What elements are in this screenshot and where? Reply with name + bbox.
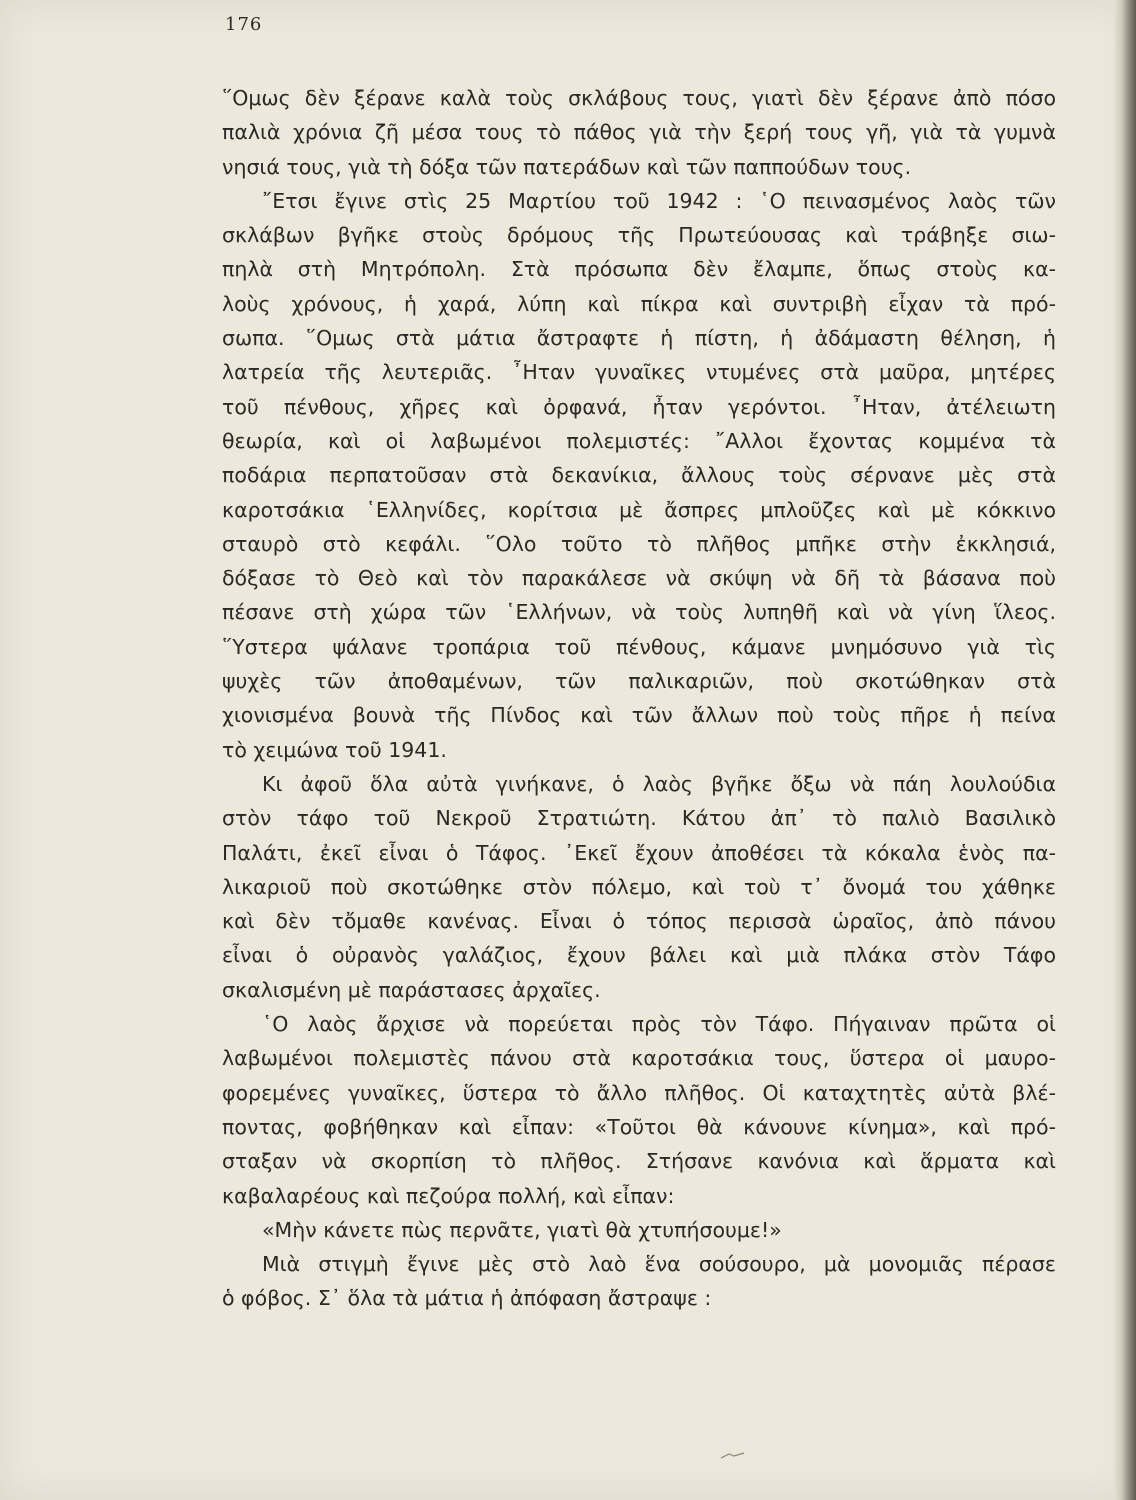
paragraph [222, 1247, 1056, 1316]
text-line: σταυρὸ στὸ κεφάλι. ῞Ολο τοῦτο τὸ πλῆθος μπῆκε στὴν ἐκκλησιά, [222, 531, 1056, 556]
book-spine-shadow [1114, 0, 1136, 1500]
body-text [222, 81, 1056, 1316]
text-line: καροτσάκια ῾Ελληνίδες, κορίτσια μὲ ἄσπρες μπλοῦζες καὶ μὲ κόκκινο [222, 497, 1056, 522]
text-line: σκαλισμένη μὲ παράστασες ἀρχαῖες. [222, 977, 601, 1002]
text-line: τὸ χειμώνα τοῦ 1941. [222, 737, 447, 762]
text-line: πηλὰ στὴ Μητρόπολη. Στὰ πρόσωπα δὲν ἔλαμπε, ὅπως στοὺς κα- [222, 257, 1056, 282]
page-number: 176 [225, 14, 263, 35]
text-line: ψυχὲς τῶν ἀποθαμένων, τῶν παλικαριῶν, ποὺ σκοτώθηκαν στὰ [222, 669, 1056, 694]
text-line: νησιά τους, γιὰ τὴ δόξα τῶν πατεράδων καὶ τῶν παππούδων τους. [222, 154, 912, 179]
paragraph [222, 1213, 1056, 1247]
text-line: δόξασε τὸ Θεὸ καὶ τὸν παρακάλεσε νὰ σκύψη νὰ δῆ τὰ βάσανα ποὺ [222, 566, 1056, 591]
paragraph [222, 184, 1056, 767]
text-line: παλιὰ χρόνια ζῆ μέσα τους τὸ πάθος γιὰ τὴν ξερή τους γῆ, γιὰ τὰ γυμνὰ [222, 120, 1056, 145]
text-line: ῞Ομως δὲν ξέρανε καλὰ τοὺς σκλάβους τους, γιατὶ δὲν ξέρανε ἀπὸ πόσο [222, 86, 1056, 110]
text-line: ποντας, φοβήθηκαν καὶ εἶπαν: «Τοῦτοι θὰ κάνουνε κίνημα», καὶ πρό- [222, 1114, 1056, 1139]
text-line: εἶναι ὁ οὐρανὸς γαλάζιος, ἔχουν βάλει καὶ μιὰ πλάκα στὸν Τάφο [222, 943, 1056, 968]
text-line: λατρεία τῆς λευτεριᾶς. ῏Ηταν γυναῖκες ντυμένες στὰ μαῦρα, μητέρες [222, 360, 1056, 385]
text-line: λικαριοῦ ποὺ σκοτώθηκε στὸν πόλεμο, καὶ τοὺ τ᾽ ὄνομά του χάθηκε [222, 874, 1056, 899]
text-line: τοῦ πένθους, χῆρες καὶ ὀρφανά, ἦταν γερόντοι. ῏Ηταν, ἀτέλειωτη [222, 394, 1056, 419]
text-line: ὁ φόβος. Σ᾽ ὅλα τὰ μάτια ἡ ἀπόφαση ἄστραψε : [222, 1286, 712, 1311]
paragraph [222, 81, 1056, 184]
text-line: σωπα. ῞Ομως στὰ μάτια ἄστραφτε ἡ πίστη, ἡ ἀδάμαστη θέληση, ἡ [222, 326, 1056, 351]
paragraph [222, 767, 1056, 1007]
text-line: στὸν τάφο τοῦ Νεκροῦ Στρατιώτη. Κάτου ἀπ᾽ τὸ παλιὸ Βασιλικὸ [222, 806, 1056, 831]
text-line: Κι ἀφοῦ ὅλα αὐτὰ γινήκανε, ὁ λαὸς βγῆκε ὄξω νὰ πάη λουλούδια [262, 771, 1056, 796]
text-line: φορεμένες γυναῖκες, ὕστερα τὸ ἄλλο πλῆθος. Οἱ καταχτητὲς αὐτὰ βλέ- [222, 1080, 1056, 1105]
text-line: ῎Ετσι ἔγινε στὶς 25 Μαρτίου τοῦ 1942 : ῾Ο πεινασμένος λαὸς τῶν [262, 188, 1056, 213]
text-line: σκλάβων βγῆκε στοὺς δρόμους τῆς Πρωτεύουσας καὶ τράβηξε σιω- [222, 223, 1056, 248]
text-line: θεωρία, καὶ οἱ λαβωμένοι πολεμιστές: ῎Αλλοι ἔχοντας κομμένα τὰ [222, 428, 1056, 453]
text-line: λαβωμένοι πολεμιστὲς πάνου στὰ καροτσάκια τους, ὕστερα οἱ μαυρο- [222, 1046, 1056, 1071]
text-line: λοὺς χρόνους, ἡ χαρά, λύπη καὶ πίκρα καὶ συντριβὴ εἶχαν τὰ πρό- [222, 291, 1056, 316]
text-line: καὶ δὲν τὄμαθε κανένας. Εἶναι ὁ τόπος περισσὰ ὡραῖος, ἀπὸ πάνου [222, 909, 1056, 934]
text-line: πέσανε στὴ χώρα τῶν ῾Ελλήνων, νὰ τοὺς λυπηθῆ καὶ νὰ γίνη ἵλεος. [222, 600, 1056, 625]
text-line: σταξαν νὰ σκορπίση τὸ πλῆθος. Στήσανε κανόνια καὶ ἅρματα καὶ [222, 1149, 1056, 1174]
text-line: Παλάτι, ἐκεῖ εἶναι ὁ Τάφος. ᾿Εκεῖ ἔχουν ἀποθέσει τὰ κόκαλα ἑνὸς πα- [222, 840, 1056, 865]
text-line: χιονισμένα βουνὰ τῆς Πίνδος καὶ τῶν ἄλλων ποὺ τοὺς πῆρε ἡ πείνα [222, 703, 1056, 728]
text-line: καβαλαρέους καὶ πεζούρα πολλή, καὶ εἶπαν: [222, 1183, 675, 1208]
text-line: ποδάρια περπατοῦσαν στὰ δεκανίκια, ἄλλους τοὺς σέρνανε μὲς στὰ [222, 463, 1056, 488]
text-line: Μιὰ στιγμὴ ἔγινε μὲς στὸ λαὸ ἕνα σούσουρο, μὰ μονομιᾶς πέρασε [262, 1252, 1056, 1277]
paragraph [222, 1007, 1056, 1213]
ink-mark [720, 1452, 746, 1460]
text-line: ῞Υστερα ψάλανε τροπάρια τοῦ πένθους, κάμανε μνημόσυνο γιὰ τὶς [222, 634, 1056, 659]
text-line: «Μὴν κάνετε πὼς περνᾶτε, γιατὶ θὰ χτυπήσουμε!» [262, 1217, 782, 1242]
text-line: ῾Ο λαὸς ἄρχισε νὰ πορεύεται πρὸς τὸν Τάφο. Πήγαιναν πρῶτα οἱ [262, 1012, 1056, 1037]
